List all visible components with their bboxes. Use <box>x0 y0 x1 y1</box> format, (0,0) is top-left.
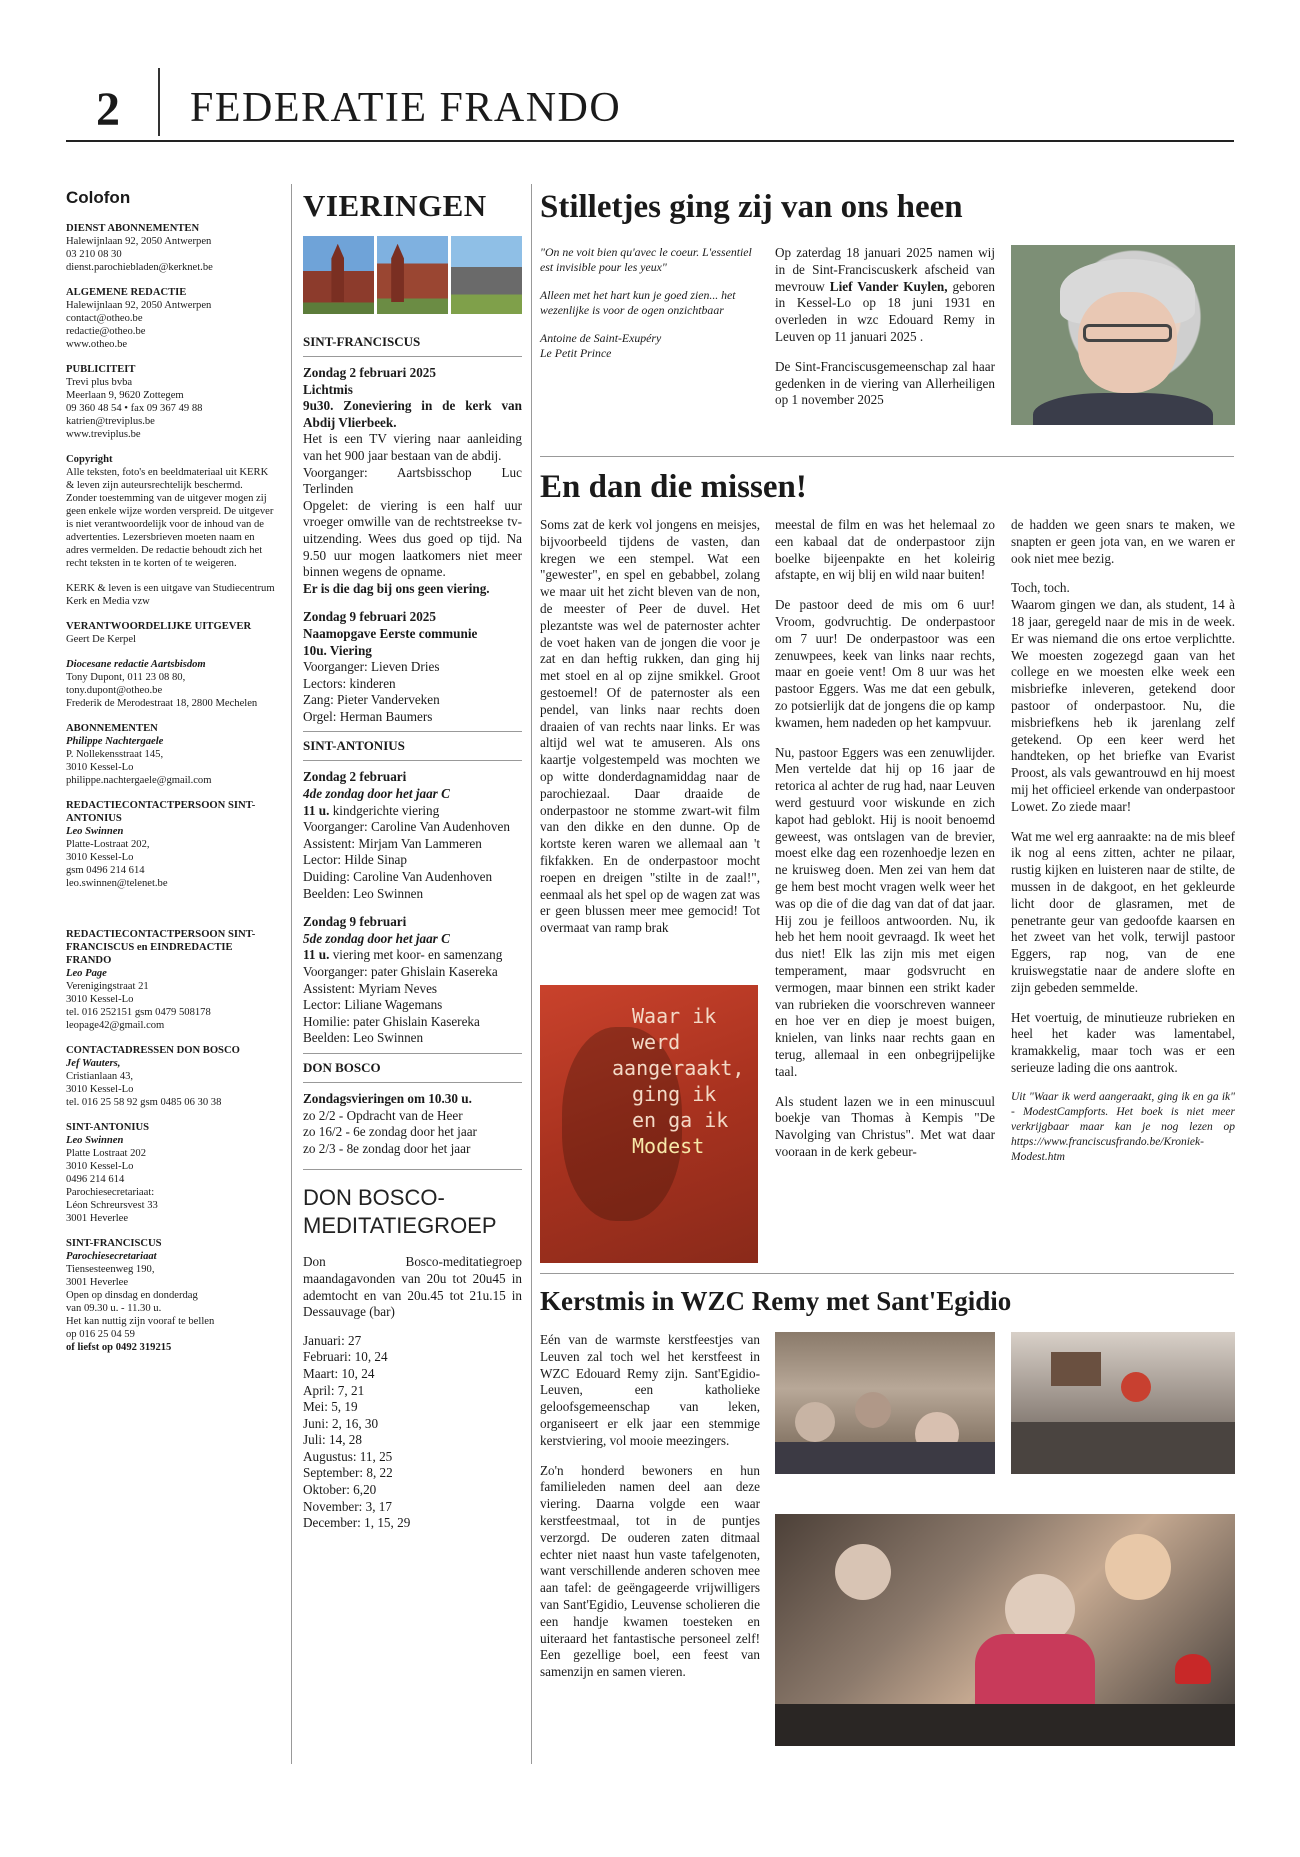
colofon-block <box>66 363 276 441</box>
book-cover-line: en ga ik <box>632 1108 729 1132</box>
meditatie-date: Januari: 27 <box>303 1332 362 1348</box>
colofon-line: 03 210 08 30 <box>66 249 122 260</box>
colofon-name: Leo Swinnen <box>66 826 124 837</box>
stilletjes-text <box>775 245 995 409</box>
meditatie-date: April: 7, 21 <box>303 1382 365 1398</box>
event-role: Duiding: Caroline Van Audenhoven <box>303 869 493 885</box>
event-subtitle: 5de zondag door het jaar C <box>303 930 450 946</box>
colofon-head: VERANTWOORDELIJKE UITGEVER <box>66 621 252 632</box>
colofon-line: 3001 Heverlee <box>66 1213 129 1224</box>
deceased-name: Lief Vander Kuylen, <box>829 278 948 294</box>
event-note: Opgelet: de viering is een half uur vroeger omwille van de rechtstreekse tv-uitzending. Wees dus goed op tijd. Na 9.50 uur mogen laatkomers niet meer binnen wegens de opname. <box>303 497 522 580</box>
colofon-line: 3010 Kessel-Lo <box>66 1084 134 1095</box>
colofon-line: Halewijnlaan 92, 2050 Antwerpen <box>66 236 212 247</box>
antonius-schedule <box>303 769 522 1047</box>
meditatie-date: Maart: 10, 24 <box>303 1365 375 1381</box>
article-paragraph: Wat me wel erg aanraakte: na de mis bleef ik nog al eens zitten, achter ne pilaar, rustig kijken en luisteren naar de stilte, de mussen in de dakgoot, en het gekleurde licht door de glasramen, met de penetrante geur van gedoofde kaarsen en het zweet van het volk, terwijl pastoor Eggers, rap nog, van de ene kruiswegstatie naar de andere slofte en zijn gebeden semmelde. <box>1011 828 1235 995</box>
event-date: Zondag 9 februari 2025 <box>303 609 436 625</box>
event-time-text: viering met koor- en samenzang <box>329 947 503 963</box>
colofon-line: 3010 Kessel-Lo <box>66 852 134 863</box>
colofon-line: Cristianlaan 43, <box>66 1071 134 1082</box>
event-role: Beelden: Leo Swinnen <box>303 1030 424 1046</box>
event-time: 11 u. <box>303 947 330 963</box>
colofon-line: Tony Dupont, 011 23 08 80, <box>66 672 186 683</box>
masthead <box>66 58 1234 142</box>
colofon-email[interactable]: philippe.nachtergaele@gmail.com <box>66 775 212 786</box>
event-note-bold: Er is die dag bij ons geen viering. <box>303 580 490 596</box>
event-date: Zondag 2 februari 2025 <box>303 365 436 380</box>
book-cover-line: Waar ik <box>632 1004 717 1028</box>
colofon-email[interactable]: katrien@treviplus.be <box>66 416 155 427</box>
colofon-line: 3001 Heverlee <box>66 1277 129 1288</box>
meditatie-date: Juli: 14, 28 <box>303 1432 362 1448</box>
franciscus-schedule <box>303 365 522 725</box>
colofon-name: Leo Page <box>66 968 107 979</box>
article-paragraph: de hadden we geen snars te maken, we snapten er geen jota van, en we waren er ook niet mee bezig. <box>1011 517 1235 566</box>
colofon-line: Léon Schreursvest 33 <box>66 1200 158 1211</box>
missen-col2 <box>775 517 995 1161</box>
colofon-email[interactable]: leopage42@gmail.com <box>66 1020 165 1031</box>
article-rule <box>540 456 1234 457</box>
colofon-line: of liefst op 0492 319215 <box>66 1342 172 1353</box>
colofon-name: Leo Swinnen <box>66 1135 124 1146</box>
event-line: zo 16/2 - 6e zondag door het jaar <box>303 1124 477 1140</box>
meditatie-dates <box>303 1333 522 1532</box>
donbosco-schedule <box>303 1091 522 1157</box>
column-rule <box>291 184 292 1764</box>
colofon-line: Platte-Lostraat 202, <box>66 839 150 850</box>
christmas-photo <box>775 1332 995 1474</box>
colofon-name: Diocesane redactie Aartsbisdom <box>66 659 206 670</box>
colofon-head: SINT-FRANCISCUS <box>66 1238 162 1249</box>
stilletjes-title: Stilletjes ging zij van ons heen <box>540 189 963 225</box>
colofon-email[interactable]: contact@otheo.be <box>66 313 143 324</box>
meditatie-date: Februari: 10, 24 <box>303 1349 388 1365</box>
christmas-photo <box>1011 1332 1235 1474</box>
book-caption: Uit "Waar ik werd aangeraakt, ging ik en ga ik" - ModestCampforts. Het boek is niet meer verkrijgbaar maar kan je nog lezen op https://www.franciscusfrando.be/Kroniek-Modest.htm <box>1011 1090 1235 1163</box>
event-text: Het is een TV viering naar aanleiding van het 900 jaar bestaan van de abdij. <box>303 431 522 463</box>
event-line: zo 2/2 - Opdracht van de Heer <box>303 1107 463 1123</box>
colofon-block <box>66 1044 276 1109</box>
book-cover-line: aangeraakt, <box>612 1056 745 1080</box>
colofon-head: PUBLICITEIT <box>66 364 136 375</box>
colofon-head: Copyright <box>66 454 113 465</box>
meditatie-date: Mei: 5, 19 <box>303 1399 358 1415</box>
colofon-title: Colofon <box>66 188 131 207</box>
missen-col1 <box>540 517 760 937</box>
colofon-line: tel. 016 252151 gsm 0479 508178 <box>66 1007 211 1018</box>
colofon-line: Platte Lostraat 202 <box>66 1148 147 1159</box>
colofon-head: CONTACTADRESSEN DON BOSCO <box>66 1045 240 1056</box>
meditatie-date: November: 3, 17 <box>303 1498 392 1514</box>
colofon-copyright <box>66 453 276 570</box>
colofon-head: ALGEMENE REDACTIE <box>66 287 187 298</box>
colofon-line: 0496 214 614 <box>66 1174 125 1185</box>
meditatie-title-line: MEDITATIEGROEP <box>303 1213 497 1239</box>
colofon-line: P. Nollekensstraat 145, <box>66 749 164 760</box>
colofon-block <box>66 658 276 710</box>
colofon-link[interactable]: www.otheo.be <box>66 339 128 350</box>
colofon-line: Halewijnlaan 92, 2050 Antwerpen <box>66 300 212 311</box>
page-number: 2 <box>96 83 120 136</box>
event-voorganger: Voorganger: Aartsbisschop Luc Terlinden <box>303 464 522 497</box>
book-cover <box>540 985 758 1263</box>
meditatie-text: Don Bosco-meditatiegroep maandagavonden van 20u tot 20u45 in ademtocht en van 20u.45 tot 21u.15 in Dessauvage (bar) <box>303 1254 522 1320</box>
meditatie-title <box>303 1184 522 1240</box>
colofon-line: 3010 Kessel-Lo <box>66 762 134 773</box>
vieringen <box>303 188 522 1532</box>
colofon-publisher-text: KERK & leven is een uitgave van Studiecentrum Kerk en Media vzw <box>66 583 275 607</box>
colofon-line: Het kan nuttig zijn vooraf te bellen <box>66 1316 215 1327</box>
meditatie-date: September: 8, 22 <box>303 1465 393 1481</box>
event-role: Homilie: pater Ghislain Kasereka <box>303 1013 480 1029</box>
colofon-block <box>66 722 276 787</box>
missen-col3 <box>1011 517 1235 1165</box>
colofon-line: tel. 016 25 58 92 gsm 0485 06 30 38 <box>66 1097 222 1108</box>
obituary-paragraph: Op zaterdag 18 januari 2025 namen wij in de Sint-Franciscuskerk afscheid van mevrouw Lief Vander Kuylen, geboren in Kessel-Lo op 18 juni 1931 en overleden in wzc Edouard Remy in Leuven op 11 januari 2025 . <box>775 245 996 344</box>
colofon-link[interactable]: www.treviplus.be <box>66 429 141 440</box>
masthead-divider <box>158 68 160 136</box>
event-role: Lectors: kinderen <box>303 675 396 691</box>
colofon-head: DIENST ABONNEMENTEN <box>66 223 200 234</box>
christmas-photo <box>775 1514 1235 1746</box>
quote-book: Le Petit Prince <box>540 346 612 360</box>
church-photos <box>303 236 522 314</box>
parish-heading: SINT-FRANCISCUS <box>303 324 522 357</box>
vieringen-title: VIERINGEN <box>303 188 487 223</box>
missen-title: En dan die missen! <box>540 469 807 505</box>
column-rule <box>531 184 532 1764</box>
meditatie-date: Juni: 2, 16, 30 <box>303 1415 379 1431</box>
book-cover-text <box>612 1003 745 1159</box>
colofon-line: Verenigingstraat 21 <box>66 981 149 992</box>
event-intro: Zondagsvieringen om 10.30 u. <box>303 1090 472 1106</box>
event-role: Assistent: Myriam Neves <box>303 980 438 996</box>
meditatie-date: Oktober: 6,20 <box>303 1482 377 1498</box>
colofon-head: SINT-ANTONIUS <box>66 1122 150 1133</box>
event-subtitle: 4de zondag door het jaar C <box>303 786 450 802</box>
event-time: 11 u. <box>303 802 330 818</box>
colofon-head: ABONNEMENTEN <box>66 723 158 734</box>
parish-heading: SINT-ANTONIUS <box>303 731 522 761</box>
article-paragraph: De pastoor deed de mis om 6 uur! Vroom, godvruchtig. De onderpastoor om 7 uur! De onderpastoor was een zenuwpees, keek van links naar rechts, maar en goeie vent! Om 8 uur was het pastoor Eggers. Was me dat een gebulk, zo potsierlijk dat de jongens die op kamp kwamen, hem nadeden op het kampvuur. <box>775 597 995 730</box>
article-rule <box>540 1273 1234 1274</box>
colofon-email[interactable]: leo.swinnen@telenet.be <box>66 878 168 889</box>
colofon-line: Open op dinsdag en donderdag <box>66 1290 198 1301</box>
event-role: Assistent: Mirjam Van Lammeren <box>303 835 482 851</box>
colofon-line: Frederik de Merodestraat 18, 2800 Mechelen <box>66 698 258 709</box>
kerstmis-title: Kerstmis in WZC Remy met Sant'Egidio <box>540 1286 1012 1316</box>
meditatie-date: Augustus: 11, 25 <box>303 1448 393 1464</box>
article-paragraph: Als student lazen we in een minuscuul boekje van Thomas à Kempis "De Navolging van Christus". Met wat daar vooraan in de kerk gebeur- <box>775 1093 995 1159</box>
section-title: FEDERATIE FRANDO <box>190 85 622 131</box>
event-role: Lector: Hilde Sinap <box>303 852 408 868</box>
colofon-line: Meerlaan 9, 9620 Zottegem <box>66 390 184 401</box>
colofon-line: 3010 Kessel-Lo <box>66 994 134 1005</box>
event-name: Naamopgave Eerste communie <box>303 625 478 641</box>
article-paragraph: Soms zat de kerk vol jongens en meisjes, bijvoorbeeld tijdens de vasten, dan kregen we een stempel. Wat een "gewester", en spel en gebabbel, zolang we maar uit het zicht bleven van de non, de meester of Peer de duvel. Het plezantste was wel de paternoster achter de voet haken van de jongen die voor je zat en dan heftig rukken, dan ging hij met stoel en al op zijne smikkel. Groot gestoemel! Of de paternoster als een pendel, van links naar rechts doen draaien of van rechts naar links. Er was altijd wel wat te amuseren. Als ons kaartje volgestempeld was mochten we op witte donderdagnamiddag naar de parochiezaal. Daar draaide de onderpastoor ne stomme zwart-wit film van den dikke en den dunne. Op de kortste keren waren we allemaal aan 't fikfakken. En de onderpastoor mocht roepen en dreigen "stilte in de zaal!", eenmaal als het spel op de wagen zat was er geen blussen meer mee gemocid! Tot overmaat van ramp brak <box>540 517 760 936</box>
article-paragraph: meestal de film en was het helemaal zo een kabaal dat de onderpastoor zijn boelke bijeenpakte en het koleirig afstapte, en wij blij en wild naar buiten! <box>775 517 995 583</box>
article-paragraph: Eén van de warmste kerstfeestjes van Leuven zal toch wel het kerstfeest in WZC Edouard Remy zijn. Sant'Egidio-Leuven, een katholieke geloofsgemeenschap van leken, organiseert er elk jaar een stemmige kerstviering, vol mooie meezingers. <box>540 1332 760 1448</box>
stilletjes-quote <box>540 245 760 361</box>
article-paragraph: Toch, toch. <box>1011 580 1070 596</box>
event-line: zo 2/3 - 8e zondag door het jaar <box>303 1140 471 1156</box>
article-paragraph: Het voertuig, de minutieuze rubrieken en heel het kader was lamentabel, kramakkelig, maar toch was er een serieuze lading die ons aantrok. <box>1011 1009 1235 1075</box>
event-time: 9u30. Zoneviering in de kerk van Abdij Vlierbeek. <box>303 398 522 430</box>
article-paragraph: Zo'n honderd bewoners en hun familieleden namen deel aan deze viering. Daarna volgde een waar kerstfeestmaal, tot in de puntjes verzorgd. De ouderen zaten ditmaal echter niet naast hun vaste tafelgenoten, want verschillende anderen schoven mee aan tafel: de geëngageerde vrijwilligers van Sant'Egidio, Leuvense scholieren die een handje kwamen toesteken en uiteraard het fantastische personeel zelf! Een gezellige boel, een feest van samenzijn en samen vieren. <box>540 1462 760 1680</box>
colofon-block <box>66 928 276 1032</box>
colofon-email[interactable]: redactie@otheo.be <box>66 326 146 337</box>
colofon-email[interactable]: dienst.parochiebladen@kerknet.be <box>66 262 213 273</box>
colofon-line: van 09.30 u. - 11.30 u. <box>66 1303 162 1314</box>
colofon-block <box>66 799 276 890</box>
colofon-line: Parochiesecretariaat: <box>66 1187 155 1198</box>
colofon-line: Tiensesteenweg 190, <box>66 1264 155 1275</box>
colofon-copyright-text: Alle teksten, foto's en beeldmateriaal uit KERK & leven zijn auteursrechtelijk beschermd. Zonder toestemming van de uitgever mogen zij geen enkele wijze worden verspreid. De uitgever is niet verantwoordelijk voor de inhoud van de advertenties. Lezersbrieven moeten naam en adres vermelden. De redactie behoudt zich het recht teksten in te korten of te weigeren. <box>66 467 274 569</box>
quote-french: "On ne voit bien qu'avec le coeur. L'essentiel est invisible pour les yeux" <box>540 245 752 274</box>
event-name: Lichtmis <box>303 381 353 397</box>
portrait-photo <box>1011 245 1235 425</box>
meditatie-date: December: 1, 15, 29 <box>303 1515 411 1531</box>
colofon-publisher <box>66 582 276 608</box>
event-role: Voorganger: pater Ghislain Kasereka <box>303 964 498 979</box>
colofon-head: REDACTIECONTACTPERSOON SINT-ANTONIUS <box>66 800 256 824</box>
colofon-line: Geert De Kerpel <box>66 634 136 645</box>
quote-author: Antoine de Saint-Exupéry <box>540 331 662 345</box>
book-cover-author: Modest <box>632 1134 705 1158</box>
book-cover-line: werd <box>632 1030 681 1054</box>
article-paragraph: Nu, pastoor Eggers was een zenuwlijder. Men vertelde dat hij op 16 jaar de retorica al achter de rug had, naar Leuven werd gestuurd voor wiskunde en zich kapot had geblokt. Hij is nooit benoemd geweest, was ontslagen van de brevier, moest elke dag een rozenhoedje lezen en ne kruisweg doen. Men zei van hem dat ge hem best mocht vragen welk weer het was op die of die dag van dat of dat jaar. Hij zou je feilloos antwoorden. Nu, ik heb het hem nooit gevraagd. Ik weet het dus niet! Elk las zijn mis met eigen temperament, maar godsvrucht en vermogen, maar binnen een strikt kader van rubrieken die voorschreven wanneer en hoe ver en diep je moest buigen, knielen, van links naar rechts gaan en terug, allemaal in een onbegrijpelijke taal. <box>775 744 995 1079</box>
book-cover-line: ging ik <box>632 1082 717 1106</box>
event-date: Zondag 2 februari <box>303 769 407 785</box>
colofon-name: Philippe Nachtergaele <box>66 736 164 747</box>
event-time: 10u. Viering <box>303 642 372 658</box>
colofon-line: gsm 0496 214 614 <box>66 865 145 876</box>
colofon-name: Jef Wauters, <box>66 1058 121 1069</box>
article-paragraph: Waarom gingen we dan, als student, 14 à 18 jaar, geregeld naar de mis in de week. Er was niemand die ons ertoe verplichtte. We moesten zogezegd gaan van het college en we moesten elke week een misbriefke inleveren, getekend door pastoor of onderpastoor. Nu, die misbriefkens heb ik jarenlang zelf getekend. Op een keer werd het handteken, op het briefke van Evarist Proost, als vals gewantrouwd en hij moest mij het officieel erkende van onderpastoor Lowet. Zo ziede maar! <box>1011 597 1235 814</box>
colofon-block <box>66 222 276 274</box>
colofon-name: Parochiesecretariaat <box>66 1251 157 1262</box>
colofon-line: op 016 25 04 59 <box>66 1329 135 1340</box>
event-role: Voorganger: Lieven Dries <box>303 659 440 675</box>
colofon-head: REDACTIECONTACTPERSOON SINT-FRANCISCUS en EINDREDACTIE FRANDO <box>66 929 256 966</box>
event-role: Beelden: Leo Swinnen <box>303 885 424 901</box>
colofon <box>66 188 276 1366</box>
colofon-block <box>66 1237 276 1354</box>
quote-dutch: Alleen met het hart kun je goed zien... het wezenlijke is voor de ogen onzichtbaar <box>540 288 736 317</box>
obituary-paragraph: De Sint-Franciscusgemeenschap zal haar gedenken in de viering van Allerheiligen op 1 november 2025 <box>775 358 995 408</box>
kerstmis-text <box>540 1332 760 1681</box>
colofon-line: 3010 Kessel-Lo <box>66 1161 134 1172</box>
parish-heading: DON BOSCO <box>303 1053 522 1083</box>
event-role: Lector: Liliane Wagemans <box>303 997 443 1013</box>
colofon-block <box>66 1121 276 1225</box>
event-role: Orgel: Herman Baumers <box>303 708 433 724</box>
colofon-email[interactable]: tony.dupont@otheo.be <box>66 685 163 696</box>
event-role: Zang: Pieter Vanderveken <box>303 692 440 708</box>
church-photo <box>377 236 448 314</box>
colofon-line: 09 360 48 54 • fax 09 367 49 88 <box>66 403 203 414</box>
colofon-block <box>66 620 276 646</box>
colofon-line: Trevi plus bvba <box>66 377 133 388</box>
church-photo <box>451 236 522 314</box>
event-time-text: kindgerichte viering <box>329 802 440 818</box>
event-role: Voorganger: Caroline Van Audenhoven <box>303 819 510 835</box>
colofon-block <box>66 286 276 351</box>
church-photo <box>303 236 374 314</box>
event-date: Zondag 9 februari <box>303 914 407 930</box>
meditatie-title-line: DON BOSCO- <box>303 1185 445 1211</box>
